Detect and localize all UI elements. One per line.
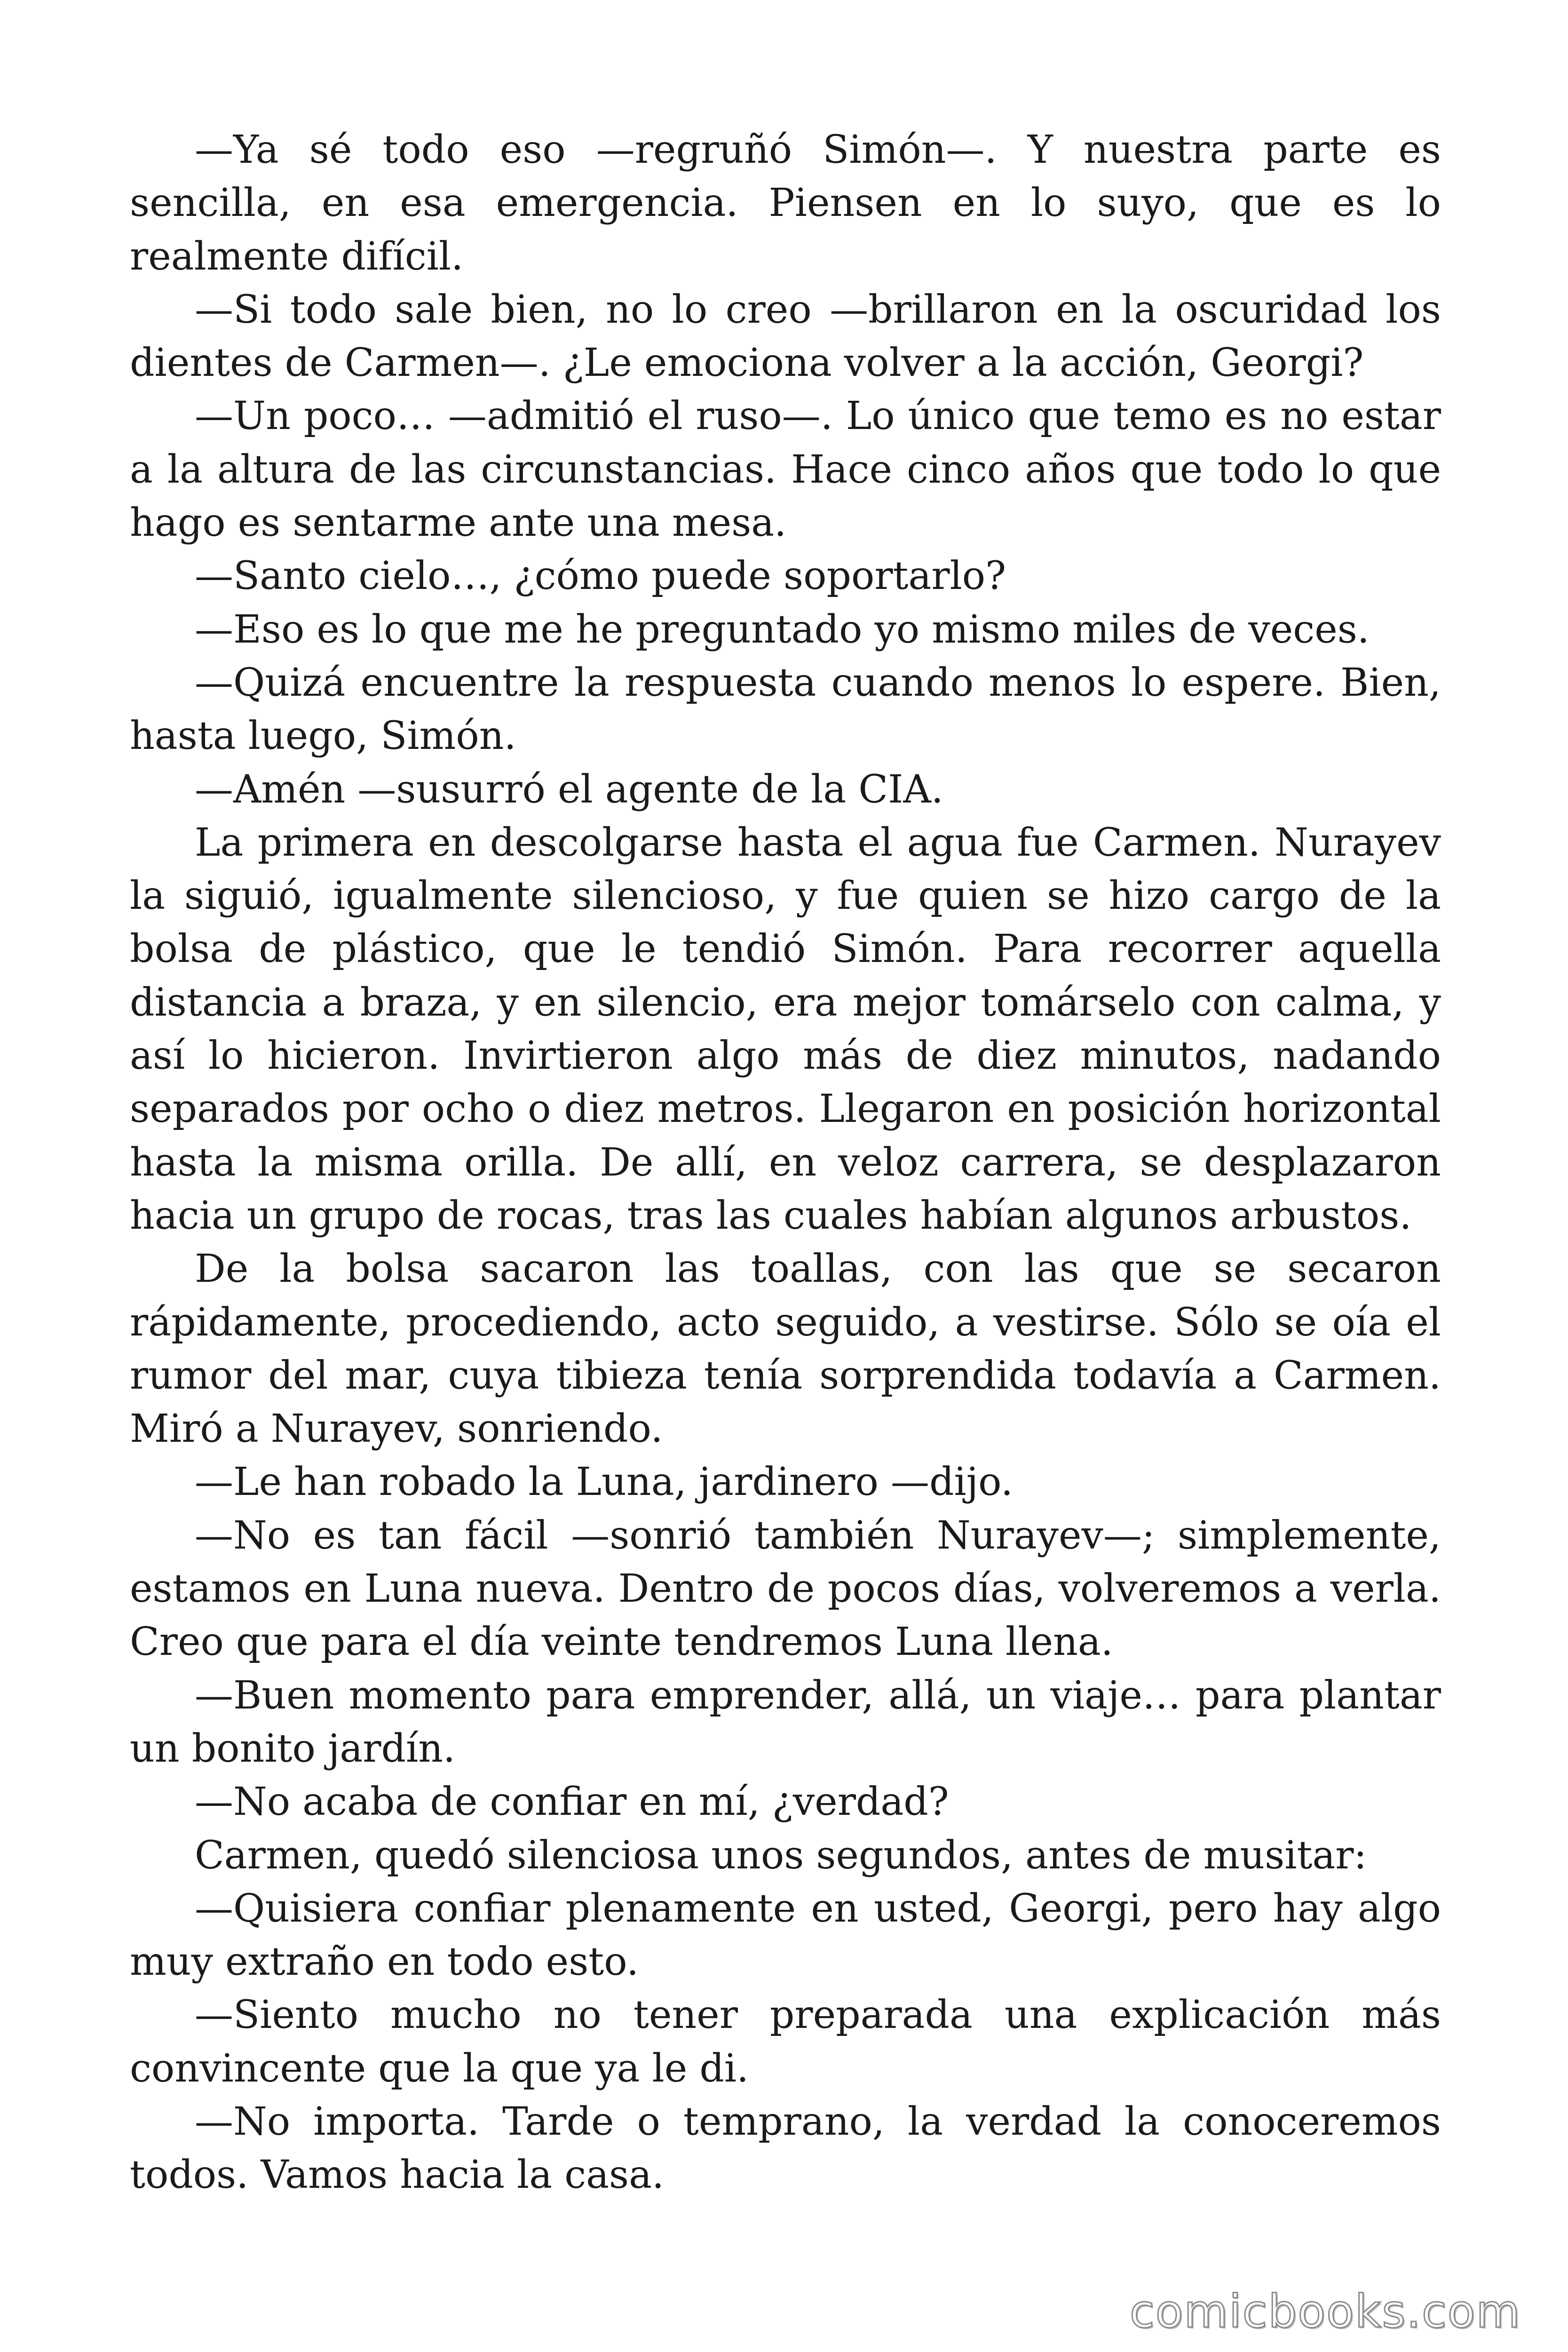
paragraph: —Siento mucho no tener preparada una explicación más convincente que la que ya le di.	[130, 1993, 1441, 2091]
paragraph: De la bolsa sacaron las toallas, con las que se secaron rápidamente, procediendo, acto seguido, a vestirse. Sólo se oía el rumor del mar, cuya tibieza tenía sorprendida todavía a Carmen. Miró a Nurayev, sonriendo.	[130, 1247, 1441, 1452]
paragraph: —Si todo sale bien, no lo creo —brillaron en la oscuridad los dientes de Carmen—. ¿Le emociona volver a la acción, Georgi?	[130, 287, 1441, 386]
paragraph: Carmen, quedó silenciosa unos segundos, antes de musitar:	[195, 1833, 1367, 1878]
paragraph: —Amén —susurró el agente de la CIA.	[195, 767, 943, 812]
paragraph: —No es tan fácil —sonrió también Nurayev—; simplemente, estamos en Luna nueva. Dentro de pocos días, volveremos a verla. Creo que para el día veinte tendremos Luna llena.	[130, 1513, 1441, 1665]
paragraph: —Eso es lo que me he preguntado yo mismo miles de veces.	[195, 607, 1370, 652]
paragraph: —Buen momento para emprender, allá, un viaje… para plantar un bonito jardín.	[130, 1673, 1441, 1771]
paragraph: —Quisiera confiar plenamente en usted, Georgi, pero hay algo muy extraño en todo esto.	[130, 1886, 1441, 1985]
watermark: comicbooks.com	[1129, 2285, 1521, 2338]
paragraph: —Quizá encuentre la respuesta cuando menos lo espere. Bien, hasta luego, Simón.	[130, 660, 1441, 759]
paragraph: La primera en descolgarse hasta el agua fue Carmen. Nurayev la siguió, igualmente silencioso, y fue quien se hizo cargo de la bolsa de plástico, que le tendió Simón. Para recorrer aquella distancia a braza, y en silencio, era mejor tomárselo con calma, y así lo hicieron. Invirtieron algo más de diez minutos, nadando separados por ocho o diez metros. Llegaron en posición horizontal hasta la misma orilla. De allí, en veloz carrera, se desplazaron hacia un grupo de rocas, tras las cuales habían algunos arbustos.	[130, 820, 1441, 1238]
paragraph: —Santo cielo…, ¿cómo puede soportarlo?	[195, 554, 1006, 599]
paragraph: —No acaba de confiar en mí, ¿verdad?	[195, 1780, 949, 1825]
paragraph: —Le han robado la Luna, jardinero —dijo.	[195, 1460, 1014, 1505]
paragraph: —Un poco… —admitió el ruso—. Lo único que temo es no estar a la altura de las circunstancias. Hace cinco años que todo lo que hago es sentarme ante una mesa.	[130, 394, 1441, 546]
paragraph: —Ya sé todo eso —regruñó Simón—. Y nuestra parte es sencilla, en esa emergencia. Piensen en lo suyo, que es lo realmente difícil.	[130, 127, 1441, 279]
page-body-text	[130, 123, 1441, 2202]
paragraph: —No importa. Tarde o temprano, la verdad la conoceremos todos. Vamos hacia la casa.	[130, 2099, 1441, 2198]
